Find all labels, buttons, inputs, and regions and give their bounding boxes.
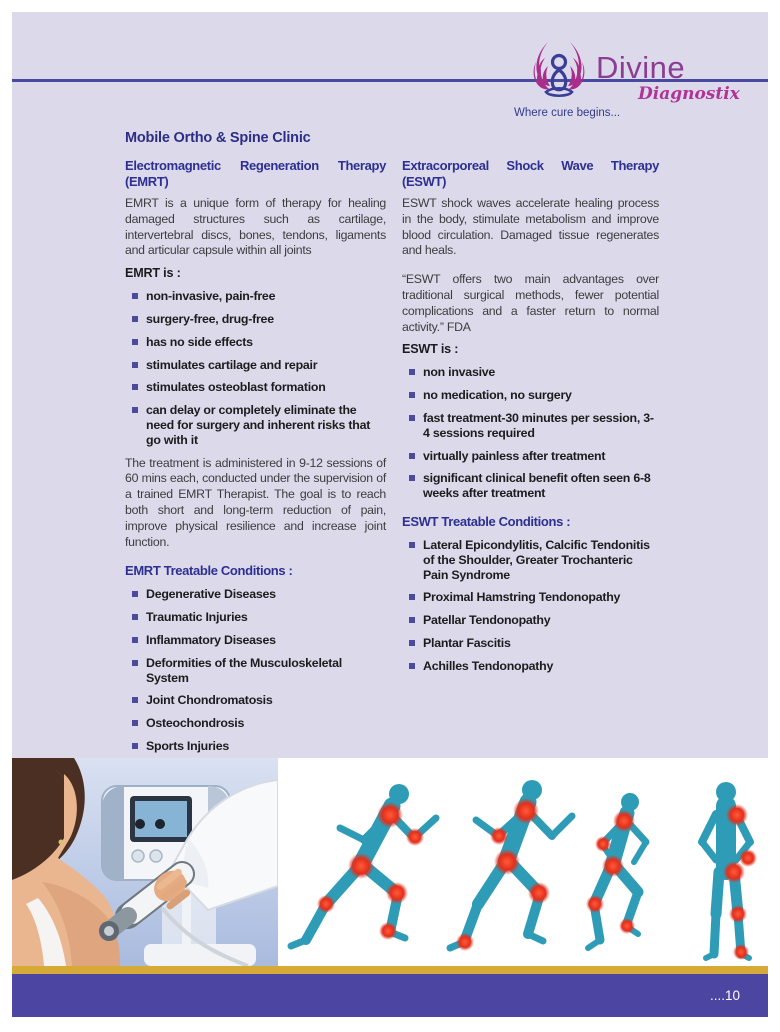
logo-name: Divine [596,50,686,85]
bullet-square-icon [409,594,415,600]
bullet-square-icon [132,339,138,345]
page-number: ....10 [709,988,740,1003]
bullet-square-icon [132,293,138,299]
page-inner [12,12,768,1017]
bullet-square-icon [132,637,138,643]
list-item: Patellar Tendonopathy [402,613,659,628]
eswt-fda-quote: “ESWT offers two main advantages over traditional surgical methods, fewer potential complications and a faster return to normal activity.” FDA [402,272,659,334]
emrt-intro: EMRT is a unique form of therapy for healing damaged structures such as cartilage, intervertebral discs, bones, tendons, ligaments and articular capsule within all joints [125,196,386,258]
eswt-list-title: ESWT is : [402,342,459,357]
bullet-square-icon [132,362,138,368]
footer-bar [12,974,768,1017]
bullet-square-icon [409,542,415,548]
page-title: Mobile Ortho & Spine Clinic [125,130,311,146]
logo-tagline: Where cure begins... [514,107,621,119]
image-strip [12,758,768,966]
bullet-square-icon [409,453,415,459]
eswt-conditions-title: ESWT Treatable Conditions : [402,513,571,529]
anatomy-runners-illustration [278,758,768,966]
list-item: virtually painless after treatment [402,449,659,464]
main-content [125,130,659,762]
bullet-square-icon [409,617,415,623]
list-item: Inflammatory Diseases [125,633,386,648]
list-item: Traumatic Injuries [125,610,386,625]
list-item: Achilles Tendonopathy [402,659,659,674]
bullet-square-icon [132,660,138,666]
list-item: Osteochondrosis [125,716,386,731]
list-item: Plantar Fascitis [402,636,659,651]
list-item: Joint Chondromatosis [125,693,386,708]
list-item: non invasive [402,365,659,380]
list-item: Lateral Epicondylitis, Calcific Tendonitis of the Shoulder, Greater Trochanteric Pain Syndrome [402,538,659,582]
bullet-square-icon [409,475,415,481]
logo [500,34,762,126]
list-item: fast treatment-30 minutes per session, 3-4 sessions required [402,411,659,441]
list-item: can delay or completely eliminate the need for surgery and inherent risks that go with it [125,403,386,447]
bullet-square-icon [409,392,415,398]
list-item: Deformities of the Musculoskeletal System [125,656,386,686]
content-panel [12,12,768,758]
logo-wings-icon [524,40,594,111]
list-item: stimulates osteoblast formation [125,380,386,395]
list-item: surgery-free, drug-free [125,312,386,327]
list-item: no medication, no surgery [402,388,659,403]
list-item: Degenerative Diseases [125,587,386,602]
list-item: non-invasive, pain-free [125,289,386,304]
list-item: Sports Injuries [125,739,386,754]
emrt-conditions-title: EMRT Treatable Conditions : [125,563,293,579]
eswt-column [402,158,659,762]
bullet-square-icon [132,316,138,322]
eswt-intro: ESWT shock waves accelerate healing process in the body, stimulate metabolism and improve blood circulation. Damaged tissue regenerates and heals. [402,196,659,258]
bullet-square-icon [409,663,415,669]
bullet-square-icon [409,415,415,421]
list-item: has no side effects [125,335,386,350]
list-item: stimulates cartilage and repair [125,358,386,373]
bullet-square-icon [132,407,138,413]
emrt-column [125,158,386,762]
bullet-square-icon [132,384,138,390]
bullet-square-icon [132,591,138,597]
logo-subname: Diagnostix [638,84,740,104]
list-item: Proximal Hamstring Tendonopathy [402,590,659,605]
bullet-square-icon [132,720,138,726]
bullet-square-icon [132,614,138,620]
therapy-photo [12,758,278,966]
emrt-outro: The treatment is administered in 9-12 sessions of 60 mins each, conducted under the supervision of a trained EMRT Therapist. The goal is to reach both short and long-term reduction of pain, improve physical resilience and increase joint function. [125,455,386,549]
bullet-square-icon [409,640,415,646]
bullet-square-icon [132,743,138,749]
gold-divider-bar [12,966,768,974]
eswt-heading: Extracorporeal Shock Wave Therapy (ESWT) [402,158,659,189]
bullet-square-icon [409,369,415,375]
list-item: significant clinical benefit often seen 6-8 weeks after treatment [402,471,659,501]
emrt-heading: Electromagnetic Regeneration Therapy (EMRT) [125,158,386,189]
emrt-list-title: EMRT is : [125,266,181,281]
bullet-square-icon [132,697,138,703]
